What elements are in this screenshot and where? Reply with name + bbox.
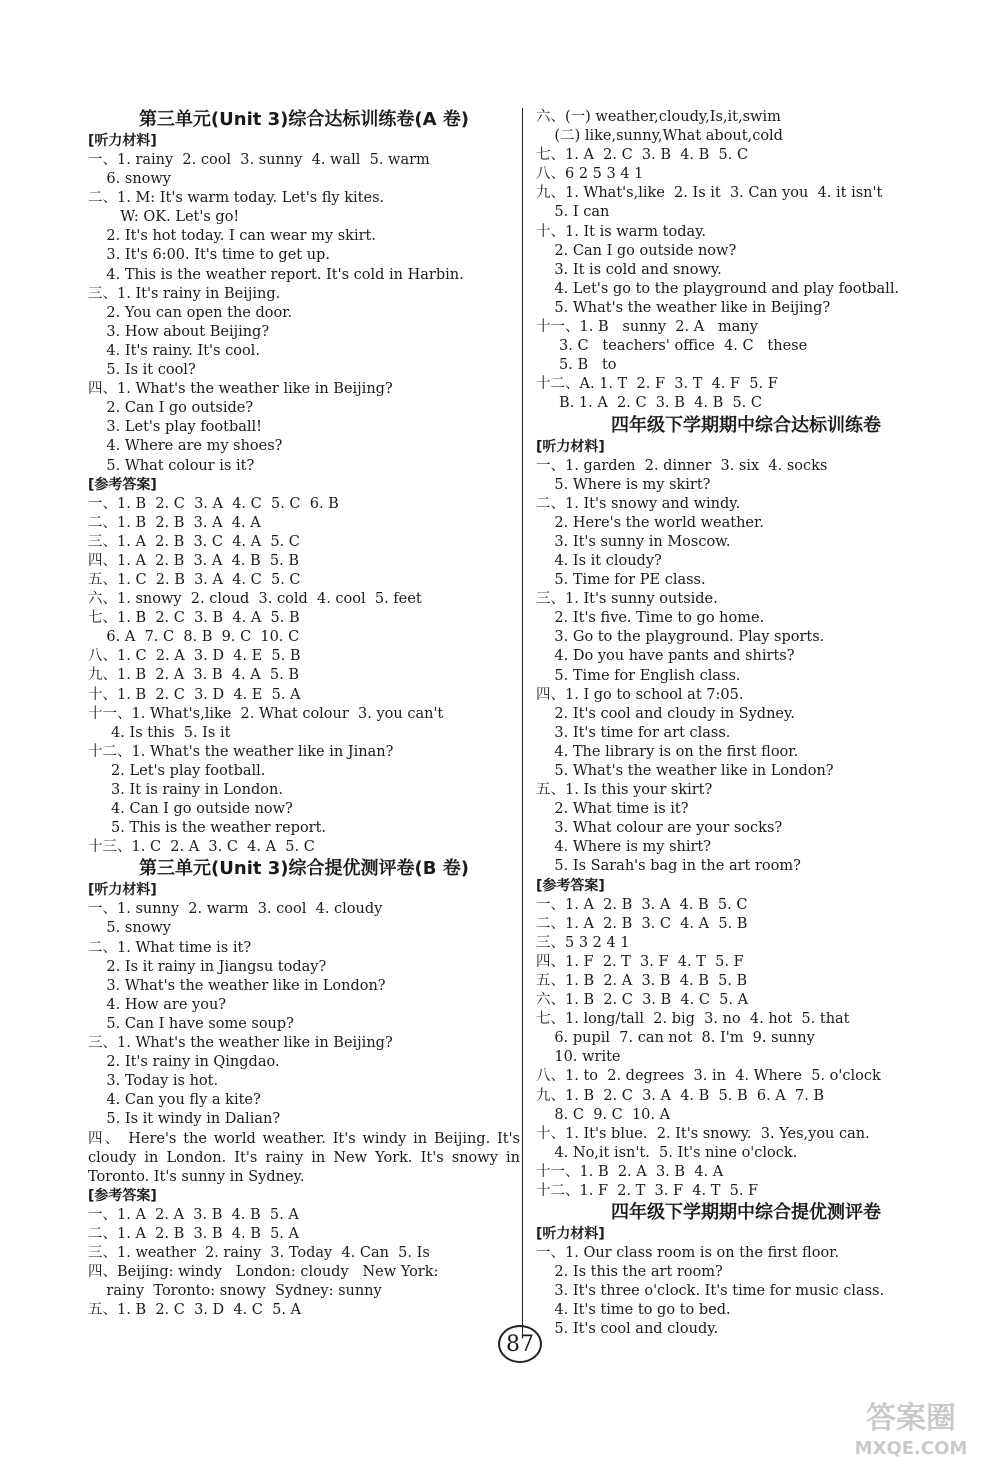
text-line: 5. What's the weather like in Beijing? <box>536 299 831 316</box>
text-line: 3. Go to the playground. Play sports. <box>536 629 825 646</box>
text-line: 3. How about Beijing? <box>88 323 270 340</box>
text-line: 3. It's sunny in Moscow. <box>536 533 731 550</box>
text-line: 2. Can I go outside? <box>88 400 254 417</box>
text-line: 5. snowy <box>88 920 171 937</box>
text-line: 十一、1. B sunny 2. A many <box>536 319 758 336</box>
text-line: 2. You can open the door. <box>88 304 293 321</box>
text-line: 三、1. What's the weather like in Beijing? <box>88 1035 393 1052</box>
section-label: [参考答案] <box>88 1187 157 1204</box>
text-line: 5. What colour is it? <box>88 457 255 474</box>
text-line: 十、1. It is warm today. <box>536 223 706 240</box>
section-label: [参考答案] <box>88 476 157 493</box>
text-line: 2. Can I go outside now? <box>536 242 737 259</box>
text-line: 2. What time is it? <box>536 801 689 818</box>
section-label: [听力材料] <box>88 133 157 149</box>
text-line: 5. Is it cool? <box>88 362 196 379</box>
text-line: 5. Time for PE class. <box>536 572 706 589</box>
text-line: 二、1. What time is it? <box>88 939 252 956</box>
section-title: 四年级下学期期中综合达标训练卷 <box>611 414 881 436</box>
left-column <box>88 108 520 1320</box>
text-line: 十一、1. B 2. A 3. B 4. A <box>536 1163 724 1180</box>
section-title: 第三单元(Unit 3)综合达标训练卷(A 卷) <box>138 109 470 130</box>
text-line: 六、1. snowy 2. cloud 3. cold 4. cool 5. feet <box>88 591 422 608</box>
text-line: 二、1. B 2. B 3. A 4. A <box>88 514 261 531</box>
text-line: 二、1. M: It's warm today. Let's fly kites. <box>88 190 385 207</box>
text-line: (二) like,sunny,What about,cold <box>536 128 783 145</box>
text-line: 5. What's the weather like in London? <box>536 763 834 779</box>
watermark-text: 答案圈 <box>866 1401 956 1436</box>
right-column <box>536 108 956 1340</box>
text-line: 5. Can I have some soup? <box>88 1015 294 1032</box>
text-line: 4. Let's go to the playground and play football. <box>536 280 900 297</box>
text-line: 3. It's time for art class. <box>536 724 731 741</box>
text-line: 5. This is the weather report. <box>88 820 327 837</box>
text-line: 八、1. C 2. A 3. D 4. E 5. B <box>88 648 301 665</box>
text-line: 2. It's cool and cloudy in Sydney. <box>536 705 795 722</box>
text-line: 2. It's rainy in Qingdao. <box>88 1054 280 1071</box>
text-line: 5. Is it windy in Dalian? <box>88 1111 281 1128</box>
text-line: 4. How are you? <box>88 996 227 1013</box>
text-line: 二、1. A 2. B 3. C 4. A 5. B <box>536 915 748 932</box>
text-line: 十、1. It's blue. 2. It's snowy. 3. Yes,you can. <box>536 1125 870 1142</box>
text-line: 2. It's five. Time to go home. <box>536 610 765 627</box>
text-line: 四、1. What's the weather like in Beijing? <box>88 381 393 398</box>
text-line: 六、1. B 2. C 3. B 4. C 5. A <box>536 992 749 1009</box>
text-line: 5. Is Sarah's bag in the art room? <box>536 858 801 875</box>
text-line: 4. Can I go outside now? <box>88 801 293 818</box>
text-line: 一、1. A 2. B 3. A 4. B 5. C <box>536 896 748 913</box>
text-line: 十二、A. 1. T 2. F 3. T 4. F 5. F <box>536 376 778 393</box>
text-line: 3. It is rainy in London. <box>88 782 283 798</box>
text-line: 一、1. B 2. C 3. A 4. C 5. C 6. B <box>88 495 339 512</box>
text-line: 七、1. long/tall 2. big 3. no 4. hot 5. that <box>536 1011 850 1028</box>
text-line: 七、1. A 2. C 3. B 4. B 5. C <box>536 147 749 164</box>
text-line: 2. Is this the art room? <box>536 1264 723 1281</box>
text-line: 6. pupil 7. can not 8. I'm 9. sunny <box>536 1030 815 1047</box>
text-line: 6. snowy <box>88 171 171 188</box>
text-line: 三、1. It's sunny outside. <box>536 591 718 608</box>
text-line: 八、1. to 2. degrees 3. in 4. Where 5. o'clock <box>536 1068 881 1085</box>
text-line: 三、1. weather 2. rainy 3. Today 4. Can 5. Is <box>88 1244 430 1261</box>
text-line: B. 1. A 2. C 3. B 4. B 5. C <box>536 395 762 412</box>
text-line: 4. Is it cloudy? <box>536 552 662 569</box>
section-label: [参考答案] <box>536 877 605 894</box>
text-line: 五、1. B 2. C 3. D 4. C 5. A <box>88 1302 302 1319</box>
text-line: 3. C teachers' office 4. C these <box>536 338 808 355</box>
text-line: 十、1. B 2. C 3. D 4. E 5. A <box>88 686 301 703</box>
text-line: W: OK. Let's go! <box>88 209 240 226</box>
text-line: 六、(一) weather,cloudy,Is,it,swim <box>536 109 781 125</box>
text-line: 五、1. C 2. B 3. A 4. C 5. C <box>88 571 301 588</box>
section-label: [听力材料] <box>536 438 605 455</box>
text-line: 四、1. I go to school at 7:05. <box>536 686 744 703</box>
text-line: 5. Where is my skirt? <box>536 476 711 493</box>
text-line: 4. This is the weather report. It's cold in Harbin. <box>88 266 464 283</box>
text-line: 4. The library is on the first floor. <box>536 743 799 760</box>
text-line: 4. Is this 5. Is it <box>88 724 231 741</box>
text-line: 4. Where are my shoes? <box>88 438 283 455</box>
text-line: 10. write <box>536 1049 621 1066</box>
watermark-logo <box>836 1392 986 1462</box>
section-label: [听力材料] <box>88 882 157 899</box>
text-line: 3. Today is hot. <box>88 1073 219 1090</box>
text-line: 八、6 2 5 3 4 1 <box>536 166 644 183</box>
text-line: 一、1. sunny 2. warm 3. cool 4. cloudy <box>88 901 383 918</box>
text-line: 3. It's three o'clock. It's time for music class. <box>536 1283 885 1300</box>
text-line: 五、1. B 2. A 3. B 4. B 5. B <box>536 972 748 989</box>
text-line: 三、1. A 2. B 3. C 4. A 5. C <box>88 533 300 550</box>
text-line: 九、1. What's,like 2. Is it 3. Can you 4. it isn't <box>536 185 883 202</box>
text-line: 三、5 3 2 4 1 <box>536 934 630 951</box>
text-line: 一、1. garden 2. dinner 3. six 4. socks <box>536 457 828 474</box>
text-line: 十二、1. What's the weather like in Jinan? <box>88 743 394 760</box>
text-line: 七、1. B 2. C 3. B 4. A 5. B <box>88 610 300 627</box>
text-line: 一、1. A 2. A 3. B 4. B 5. A <box>88 1206 299 1223</box>
text-line: 二、1. It's snowy and windy. <box>536 495 741 512</box>
text-line: 8. C 9. C 10. A <box>536 1106 671 1123</box>
column-divider <box>522 108 523 1338</box>
text-line: 4. Do you have pants and shirts? <box>536 648 795 665</box>
text-line: 4. Can you fly a kite? <box>88 1092 261 1109</box>
section-title: 四年级下学期期中综合提优测评卷 <box>611 1202 881 1224</box>
text-line: 三、1. It's rainy in Beijing. <box>88 285 281 302</box>
text-line: 2. It's hot today. I can wear my skirt. <box>88 228 376 245</box>
text-line: 4. No,it isn't. 5. It's nine o'clock. <box>536 1144 798 1161</box>
text-line: 一、1. Our class room is on the first floor. <box>536 1245 840 1262</box>
text-line: 一、1. rainy 2. cool 3. sunny 4. wall 5. warm <box>88 152 430 168</box>
text-line: 2. Here's the world weather. <box>536 514 764 531</box>
text-line: 五、1. Is this your skirt? <box>536 782 713 799</box>
text-line: 九、1. B 2. C 3. A 4. B 5. B 6. A 7. B <box>536 1087 825 1104</box>
text-paragraph: 四、 Here's the world weather. It's windy in Beijing. It's cloudy in London. It's rainy in New York. It's snowy in Toronto. It's sunny in Sydney. <box>88 1130 520 1185</box>
text-line: 十三、1. C 2. A 3. C 4. A 5. C <box>88 839 315 856</box>
text-line: 四、Beijing: windy London: cloudy New York: <box>88 1264 439 1281</box>
text-line: 二、1. A 2. B 3. B 4. B 5. A <box>88 1225 300 1242</box>
text-line: 5. B to <box>536 357 617 374</box>
text-line: 四、1. A 2. B 3. A 4. B 5. B <box>88 552 300 569</box>
text-line: 2. Is it rainy in Jiangsu today? <box>88 958 327 975</box>
watermark-url: MXQE.COM <box>854 1438 968 1459</box>
section-label: [听力材料] <box>536 1226 605 1243</box>
text-line: 九、1. B 2. A 3. B 4. A 5. B <box>88 667 300 684</box>
text-line: 4. It's time to go to bed. <box>536 1302 731 1319</box>
text-line: 5. I can <box>536 204 610 221</box>
text-line: 6. A 7. C 8. B 9. C 10. C <box>88 629 300 646</box>
text-line: 四、1. F 2. T 3. F 4. T 5. F <box>536 953 744 970</box>
text-line: 十二、1. F 2. T 3. F 4. T 5. F <box>536 1182 759 1199</box>
text-line: 3. Let's play football! <box>88 419 262 436</box>
text-line: 4. Where is my shirt? <box>536 839 712 856</box>
text-line: 3. It is cold and snowy. <box>536 261 722 278</box>
text-line: 十一、1. What's,like 2. What colour 3. you can't <box>88 705 444 722</box>
text-line: 3. What's the weather like in London? <box>88 977 386 994</box>
page-footer <box>480 1322 560 1366</box>
text-line: 3. It's 6:00. It's time to get up. <box>88 247 330 264</box>
text-line: 3. What colour are your socks? <box>536 820 783 837</box>
page-number: 87 <box>498 1325 542 1363</box>
text-line: 4. It's rainy. It's cool. <box>88 342 260 359</box>
text-line: rainy Toronto: snowy Sydney: sunny <box>88 1283 382 1300</box>
text-line: 2. Let's play football. <box>88 762 266 779</box>
text-line: 5. It's cool and cloudy. <box>536 1321 719 1338</box>
section-title: 第三单元(Unit 3)综合提优测评卷(B 卷) <box>139 858 469 880</box>
text-line: 5. Time for English class. <box>536 667 741 684</box>
